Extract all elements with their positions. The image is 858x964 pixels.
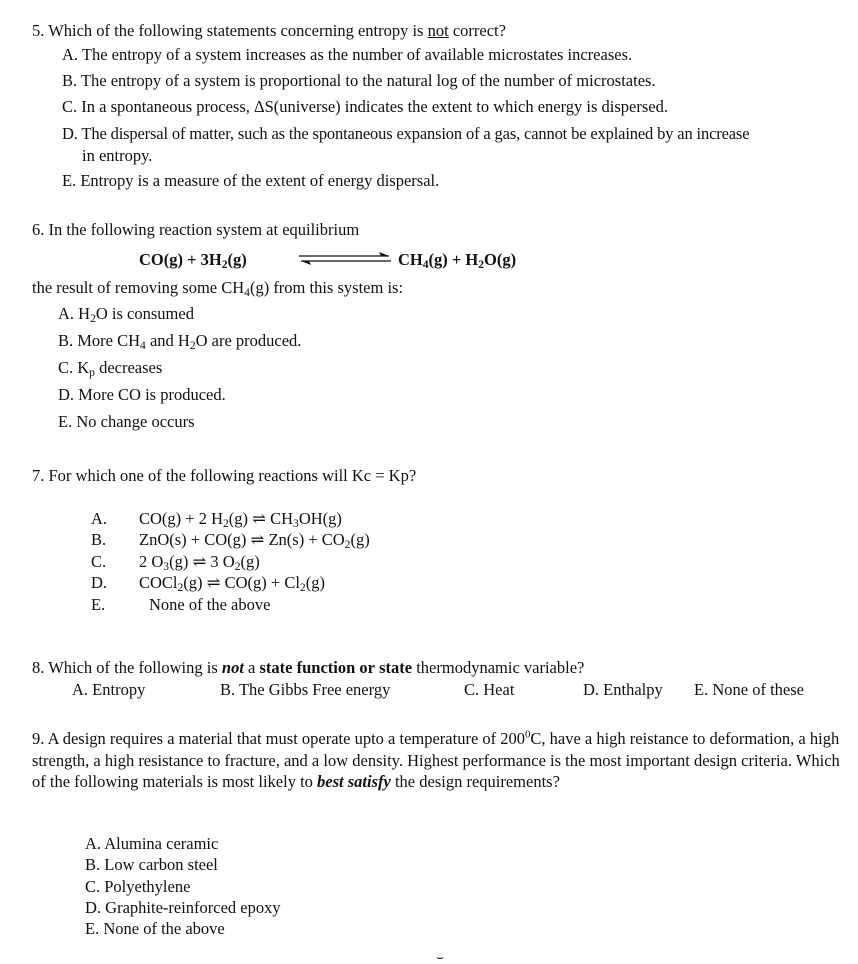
q5-option-a: A. The entropy of a system increases as the number of available microstates increases. xyxy=(62,45,633,64)
q5-option-d-cont: in entropy. xyxy=(82,146,153,165)
q5-stem: 5. Which of the following statements concerning entropy is not correct? xyxy=(32,21,506,40)
q5-stem-not: not xyxy=(427,21,449,40)
q7-stem: 7. For which one of the following reactions will Kc = Kp? xyxy=(32,466,417,485)
q8-option-a: A. Entropy xyxy=(72,680,146,699)
q5-option-b: B. The entropy of a system is proportional to the natural log of the number of microstates. xyxy=(62,71,656,90)
q6-option-d: D. More CO is produced. xyxy=(58,385,226,404)
q8-stem: 8. Which of the following is not a state function or state thermodynamic variable? xyxy=(32,658,585,677)
q5-option-d: D. The dispersal of matter, such as the spontaneous expansion of a gas, cannot be explained by an increase xyxy=(62,124,750,143)
equilibrium-arrow-icon xyxy=(297,252,393,266)
q9-option-d: D. Graphite-reinforced epoxy xyxy=(85,898,281,917)
q6-reactants: $CO(g) + 3H_2(g)$ xyxy=(139,250,247,271)
q7-reaction-b: ZnO(s) + CO(g) ⇌ $Zn(s) + CO_2(g)$ xyxy=(139,530,370,551)
q8-option-e: E. None of these xyxy=(694,680,804,699)
q8-option-c: C. Heat xyxy=(464,680,515,699)
q5-option-e: E. Entropy is a measure of the extent of energy dispersal. xyxy=(62,171,440,190)
q7-letter-e: E. xyxy=(91,595,106,614)
page-number-mark: ⌣ xyxy=(436,950,444,964)
q6-stem: 6. In the following reaction system at equilibrium xyxy=(32,220,360,239)
q6-option-c: C. $K_p$ decreases xyxy=(58,358,163,379)
q8-option-b: B. The Gibbs Free energy xyxy=(220,680,391,699)
q9-option-e: E. None of the above xyxy=(85,919,225,938)
q9-option-a: A. Alumina ceramic xyxy=(85,834,219,853)
q7-reaction-d: COCl$_2$(g) ⇌ $CO(g) + Cl_2(g)$ xyxy=(139,573,325,594)
q6-products: $CH_4(g) + H_2O(g)$ xyxy=(398,250,517,271)
q9-stem-emphasis: best satisfy xyxy=(317,772,391,791)
q6-option-e: E. No change occurs xyxy=(58,412,195,431)
q7-letter-a: A. xyxy=(91,509,108,528)
q8-stem-not: not xyxy=(221,658,244,677)
q8-option-d: D. Enthalpy xyxy=(583,680,663,699)
q9-stem: 9. A design requires a material that must operate upto a temperature of $200^0C$, have a high reistance to deformation, a high strength, a high resistance to fracture, and a low density. Highest performance is the most important design criteria. Which of the following materials is most likely to best satisfy the design requirements? xyxy=(32,728,840,791)
q5-option-c: C. In a spontaneous process, ΔS(universe) indicates the extent to which energy is dispersed. xyxy=(62,97,668,116)
q7-letter-d: D. xyxy=(91,573,108,592)
q6-followup: the result of removing some $CH_4(g)$ from this system is: xyxy=(32,278,404,299)
q6-option-b: B. More $CH_4$ and $H_2O$ are produced. xyxy=(58,331,302,352)
q7-letter-c: C. xyxy=(91,552,107,571)
q7-reaction-e: None of the above xyxy=(149,595,271,614)
q7-reaction-c: 2 $O_3(g)$ ⇌ 3 $O_2(g)$ xyxy=(139,552,260,573)
q9-option-c: C. Polyethylene xyxy=(85,877,191,896)
q6-option-a: A. $H_2O$ is consumed xyxy=(58,304,194,325)
q7-reaction-a: CO(g) + 2 $H_2(g)$ ⇌ $CH_3OH(g)$ xyxy=(139,509,342,530)
q9-option-b: B. Low carbon steel xyxy=(85,855,218,874)
q7-letter-b: B. xyxy=(91,530,107,549)
